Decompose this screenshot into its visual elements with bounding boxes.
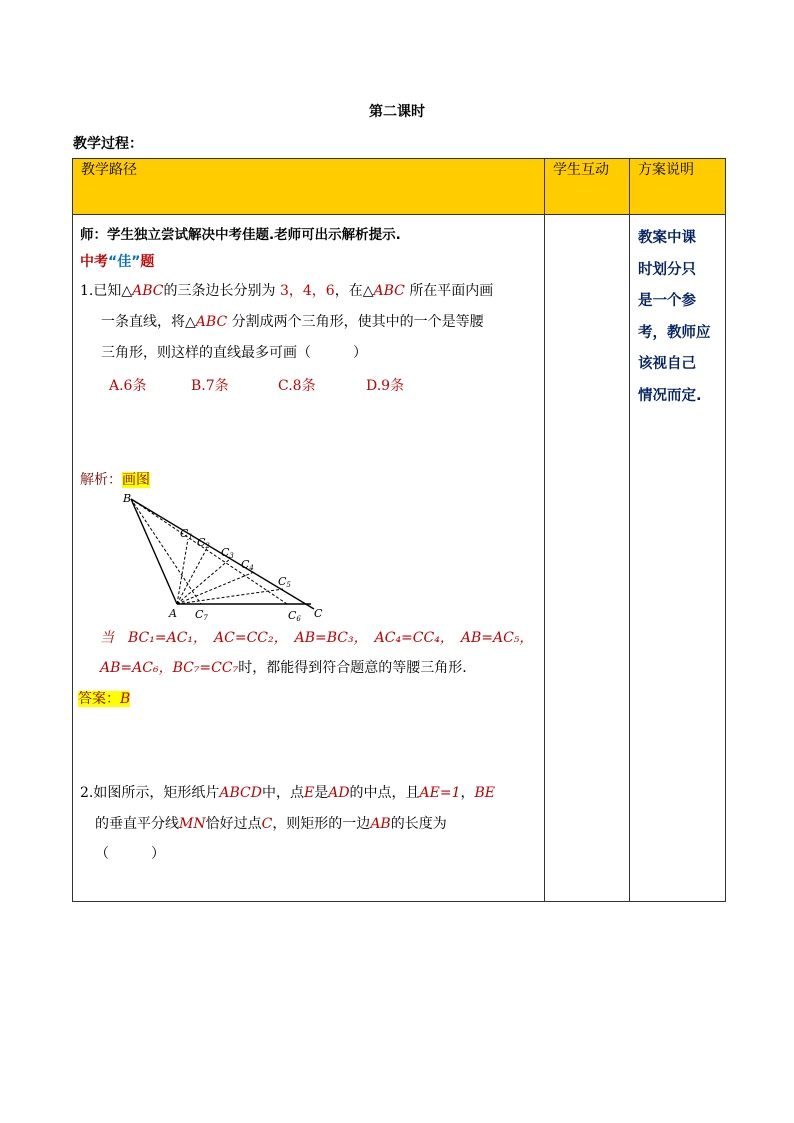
label-c: C (314, 607, 323, 620)
analysis-highlight: 画图 (122, 472, 150, 488)
label-c7: C7 (195, 608, 208, 622)
table-header-row (73, 159, 726, 215)
q1-line3: 三角形，则这样的直线最多可画（ ） (101, 345, 367, 361)
q1-option-b: B.7条 (191, 378, 229, 394)
label-c1: C1 (180, 527, 193, 541)
label-c5: C5 (278, 575, 291, 589)
q1-option-a: A.6条 (109, 378, 147, 394)
analysis-label: 解析：画图 (80, 472, 150, 488)
plan-note: 教案中课 时划分只 是一个参 考，教师应 该视自己 情况而定. (638, 230, 711, 404)
explain-line1: 当 BC₁=AC₁， AC=CC₂， AB=BC₃， AC₄=CC₄， AB=AC₅， (100, 630, 534, 646)
teaching-path-cell (73, 215, 545, 902)
explain-line2: AB=AC₆，BC₇=CC₇时，都能得到符合题意的等腰三角形. (100, 660, 467, 676)
label-a: A (169, 607, 177, 620)
q2-line2: 的垂直平分线MN恰好过点C，则矩形的一边AB的长度为 (95, 816, 447, 832)
lesson-table (72, 158, 726, 902)
q1-line1: 1.已知△ABC的三条边长分别为 3，4，6，在△ABC 所在平面内画 (80, 283, 494, 299)
label-c2: C2 (197, 536, 210, 550)
answer-label: 答案： (78, 691, 120, 707)
section-label: 教学过程： (73, 136, 143, 152)
answer-value: B (120, 691, 131, 707)
q1-line2: 一条直线，将△ABC 分割成两个三角形，使其中的一个是等腰 (101, 314, 484, 330)
label-c3: C3 (221, 546, 234, 560)
header-plan-notes: 方案说明 (630, 159, 726, 215)
answer (78, 688, 130, 708)
table-content-row (73, 215, 726, 902)
q1-option-c: C.8条 (278, 378, 316, 394)
header-teaching-path: 教学路径 (73, 159, 545, 215)
plan-notes-cell (630, 215, 726, 902)
teacher-instruction: 师：学生独立尝试解决中考佳题.老师可出示解析提示. (80, 227, 401, 243)
label-b: B (123, 492, 132, 505)
q2-line1: 2.如图所示，矩形纸片ABCD中，点E是AD的中点，且AE=1，BE (80, 785, 496, 801)
page-title: 第二课时 (369, 104, 425, 120)
q2-line3: （ ） (95, 846, 165, 862)
exam-problem-heading: 中考“佳”题 (80, 254, 155, 270)
header-student-interaction: 学生互动 (545, 159, 630, 215)
student-interaction-cell (545, 215, 630, 902)
label-c4: C4 (241, 558, 254, 572)
triangle-figure (113, 492, 333, 623)
label-c6: C6 (288, 609, 301, 623)
q1-option-d: D.9条 (366, 378, 405, 394)
